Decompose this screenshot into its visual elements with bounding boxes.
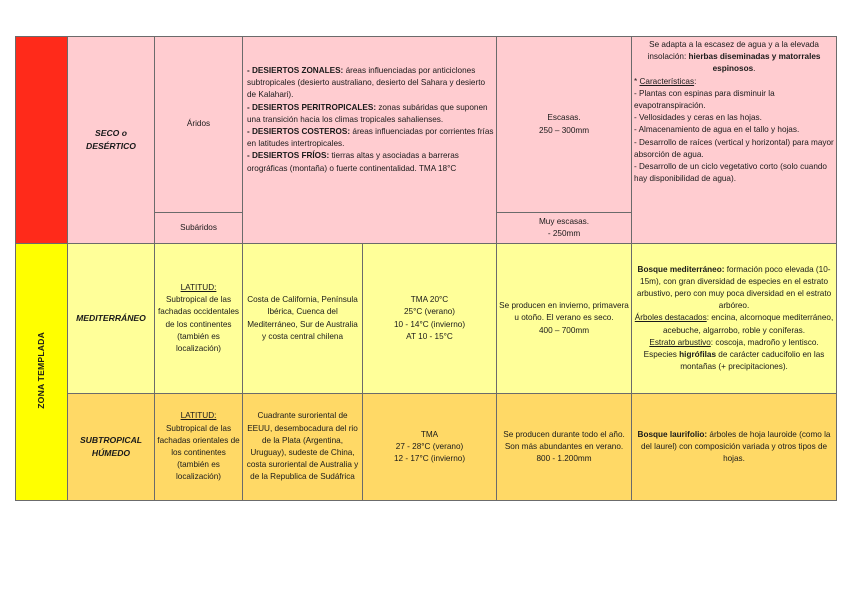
med-veg-hygrophilous: Especies higrófilas de carácter caducifolio en las montañas (+ precipitaciones). bbox=[643, 350, 825, 372]
med-climate-name: MEDITERRÁNEO bbox=[68, 244, 155, 394]
sub-temp-line: TMA bbox=[420, 429, 439, 439]
sub-climate-name: SUBTROPICAL HÚMEDO bbox=[68, 394, 155, 501]
dry-veg-item: - Plantas con espinas para disminuir la evapotranspiración. bbox=[634, 88, 775, 111]
med-lat-title: LATITUD: bbox=[180, 282, 217, 292]
arid-precip-amount: 250 – 300mm bbox=[538, 125, 590, 135]
subarid-precip-amount: - 250mm bbox=[547, 229, 581, 238]
med-veg-trees: Árboles destacados: encina, alcornoque mediterráneo, acebuche, algarrobo, roble y coníferas. bbox=[634, 313, 834, 335]
dry-veg-char-title: * Características: bbox=[634, 76, 697, 86]
temperate-zone-cell bbox=[16, 244, 68, 501]
sub-precip-text: Se producen durante todo el año. Son más abundantes en verano. bbox=[503, 429, 625, 451]
med-vegetation bbox=[632, 244, 837, 394]
med-temp-line: TMA 20°C bbox=[410, 295, 449, 305]
med-precip-text: Se producen en invierno, primavera u otoño. El verano es seco. bbox=[499, 301, 629, 323]
desert-coastal: - DESIERTOS COSTEROS: áreas influenciadas por corrientes frías en latitudes intertropicales. bbox=[247, 127, 494, 149]
sub-temp-line: 12 - 17°C (invierno) bbox=[393, 454, 466, 464]
dry-veg-item: - Desarrollo de un ciclo vegetativo corto (solo cuando hay disponibilidad de agua). bbox=[634, 162, 827, 184]
sub-precipitation bbox=[497, 394, 632, 501]
sub-precip-amount: 800 - 1.200mm bbox=[536, 454, 592, 464]
med-temp-line: 10 - 14°C (invierno) bbox=[393, 319, 466, 329]
med-precip-amount: 400 – 700mm bbox=[538, 325, 590, 335]
sub-temperature bbox=[363, 394, 497, 501]
dry-veg-item: - Desarrollo de raíces (vertical y horizontal) para mayor absorción de agua. bbox=[634, 137, 834, 159]
dry-zone-cell bbox=[16, 37, 68, 244]
dry-vegetation bbox=[632, 37, 837, 244]
climate-table bbox=[15, 36, 837, 501]
med-lat-text: Subtropical de las fachadas occidentales de los continentes (también es localización) bbox=[157, 295, 240, 353]
med-latitude bbox=[155, 244, 243, 394]
temperate-zone-label: ZONA TEMPLADA bbox=[36, 331, 47, 409]
desert-peritropical: - DESIERTOS PERITROPICALES: zonas subáridas que suponen una transición hacia los climas tropicales sahalienses. bbox=[247, 102, 488, 124]
arid-label: Áridos bbox=[155, 37, 243, 213]
sub-latitude bbox=[155, 394, 243, 501]
arid-precip-text: Escasas. bbox=[547, 113, 581, 123]
med-veg-shrubs: Estrato arbustivo: coscoja, madroño y lentisco. bbox=[649, 337, 819, 347]
sub-veg-forest: Bosque laurifolio: árboles de hoja lauroide (como la del laurel) con composición variada y otros tipos de hojas. bbox=[637, 429, 831, 464]
arid-precipitation bbox=[497, 37, 632, 213]
dry-climate-name bbox=[68, 37, 155, 244]
med-temp-line: AT 10 - 15°C bbox=[406, 331, 453, 341]
sub-vegetation bbox=[632, 394, 837, 501]
desert-cold: - DESIERTOS FRÍOS: tierras altas y asociadas a barreras orográficas (montaña) o fuerte continentalidad. TMA 18°C bbox=[247, 151, 459, 173]
med-temperature bbox=[363, 244, 497, 394]
med-location: Costa de California, Península Ibérica, Cuenca del Mediterráneo, Sur de Australia y costa central chilena bbox=[243, 244, 363, 394]
sub-location: Cuadrante suroriental de EEUU, desembocadura del rio de la Plata (Argentina, Uruguay), sudeste de China, costa suroriental de Australia y de la Republica de Sudáfrica bbox=[243, 394, 363, 501]
subarid-precipitation bbox=[497, 213, 632, 244]
dry-veg-item: - Almacenamiento de agua en el tallo y hojas. bbox=[634, 125, 800, 135]
desert-zonal: - DESIERTOS ZONALES: áreas influenciadas por anticiclones subtropicales (desierto australiano, desierto del Sahara y desierto de Kalahari). bbox=[247, 66, 486, 100]
sub-lat-title: LATITUD: bbox=[180, 411, 217, 421]
desert-types bbox=[243, 37, 497, 244]
dry-veg-item: - Vellosidades y ceras en las hojas. bbox=[634, 113, 762, 123]
med-temp-line: 25°C (verano) bbox=[403, 307, 456, 317]
dry-climate-label: SECO o DESÉRTICO bbox=[86, 128, 136, 151]
sub-temp-line: 27 - 28°C (verano) bbox=[395, 441, 464, 451]
subarid-precip-text: Muy escasas. bbox=[538, 216, 590, 226]
sub-lat-text: Subtropical de las fachadas orientales de los continentes (también es localización) bbox=[157, 423, 240, 482]
med-veg-forest: Bosque mediterráneo: formación poco elevada (10-15m), con gran diversidad de especies en el estrato arbustivo, pero con muy poca diversidad en el estrato arbóreo. bbox=[636, 264, 832, 311]
subarid-label: Subáridos bbox=[155, 213, 243, 244]
med-precipitation bbox=[497, 244, 632, 394]
dry-veg-intro: Se adapta a la escasez de agua y a la elevada insolación: hierbas diseminadas y matorrales espinosos. bbox=[647, 40, 821, 74]
